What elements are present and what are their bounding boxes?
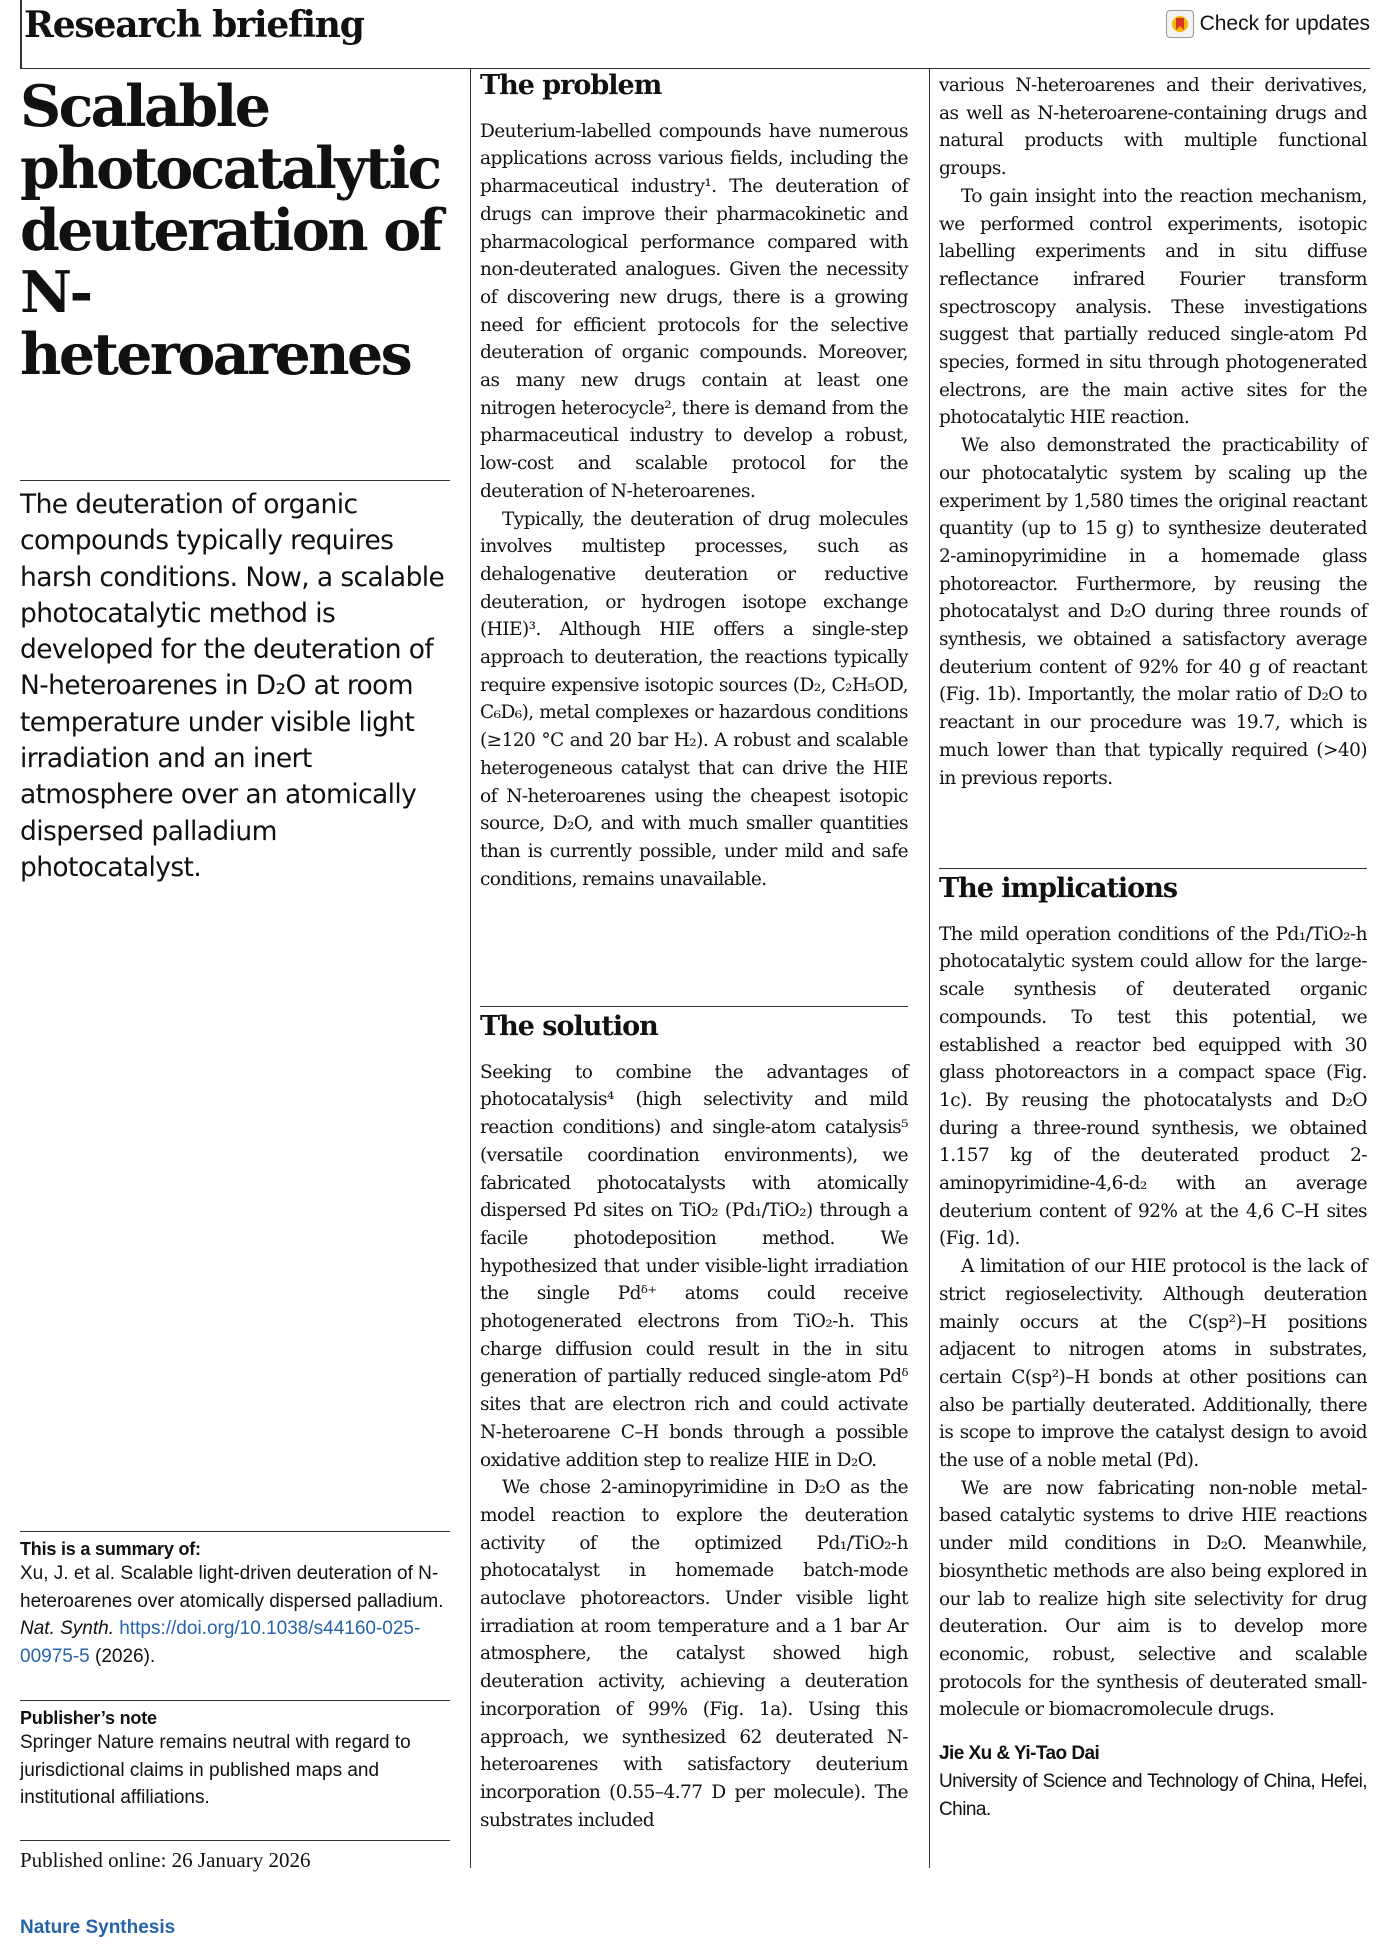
summary-heading: This is a summary of: xyxy=(20,1539,201,1559)
column-divider-2 xyxy=(929,68,930,1868)
updates-icon xyxy=(1166,10,1194,38)
heading-the-problem: The problem xyxy=(480,70,662,101)
col3-paragraph-1: various N-heteroarenes and their derivatives, as well as N-heteroarene-containing drugs and natural products with multiple functional groups. xyxy=(939,75,1367,180)
solution-paragraph-2: We chose 2-aminopyrimidine in D₂O as the model reaction to explore the deuteration activity of the optimized Pd₁/TiO₂-h photocatalyst in homemade batch-mode autoclave photoreactors. Under visible light irradiation at room temperature and a 1 bar Ar atmosphere, the catalyst showed high deuteration activity, achieving a deuteration incorporation of 99% (Fig. 1a). Using this approach, we synthesized 62 deuterated N-heteroarenes with satisfactory deuterium incorporation (0.55–4.77 D per molecule). The substrates included xyxy=(480,1477,908,1831)
solution-rule xyxy=(480,1006,908,1007)
column-divider-1 xyxy=(470,68,471,1868)
byline-authors: Jie Xu & Yi-Tao Dai xyxy=(939,1743,1100,1765)
standfirst-rule xyxy=(20,480,450,481)
publisher-note-rule xyxy=(20,1700,450,1701)
implications-paragraph-1: The mild operation conditions of the Pd₁/TiO₂-h photocatalytic system could allow for the large-scale synthesis of deuterated organic compounds. To test this potential, we established a reactor bed equipped with 30 glass photoreactors in a compact space (Fig. 1c). By reusing the photocatalysts and D₂O during a three-round synthesis, we obtained 1.157 kg of the deuterated product 2-aminopyrimidine-4,6-d₂ with an average deuterium content of 92% at the 4,6 C–H sites (Fig. 1d). xyxy=(939,923,1367,1250)
byline-affiliation: University of Science and Technology of China, Hefei, China. xyxy=(939,1770,1367,1820)
column-3-lower xyxy=(939,875,1367,1824)
column-2 xyxy=(480,72,908,893)
section-label: Research briefing xyxy=(24,4,364,46)
check-for-updates-label: Check for updates xyxy=(1199,12,1370,35)
standfirst: The deuteration of organic compounds typically requires harsh conditions. Now, a scalable photocatalytic method is developed for the deuteration of N-heteroarenes in D₂O at room temperature under visible light irradiation and an inert atmosphere over an atomically dispersed palladium photocatalyst. xyxy=(20,489,445,883)
implications-rule xyxy=(939,868,1367,869)
col3-paragraph-3: We also demonstrated the practicability of our photocatalytic system by scaling up the experiment by 1,580 times the original reactant quantity (up to 15 g) to synthesize deuterated 2-aminopyrimidine in a homemade glass photoreactor. Furthermore, by reusing the photocatalyst and D₂O during three rounds of synthesis, we obtained a satisfactory average deuterium content of 92% for 40 g of reactant (Fig. 1b). Importantly, the molar ratio of D₂O to reactant in our procedure was 19.7, which is much lower than that typically required (>40) in previous reports. xyxy=(939,435,1367,789)
heading-the-solution: The solution xyxy=(480,1011,658,1042)
published-rule xyxy=(20,1840,450,1841)
col3-paragraph-2: To gain insight into the reaction mechanism, we performed control experiments, isotopic labelling experiments and in situ diffuse reflectance infrared Fourier transform spectroscopy analysis. These investigations suggest that partially reduced single-atom Pd species, formed in situ through photogenerated electrons, are the main active sites for the photocatalytic HIE reaction. xyxy=(939,185,1367,429)
published-date: Published online: 26 January 2026 xyxy=(20,1848,311,1872)
summary-citation-text: Xu, J. et al. Scalable light-driven deuteration of N-heteroarenes over atomically dispersed palladium. xyxy=(20,1563,444,1612)
column-3 xyxy=(939,72,1367,792)
problem-paragraph-1: Deuterium-labelled compounds have numerous applications across various fields, including the pharmaceutical industry¹. The deuteration of drugs can improve their pharmacokinetic and pharmacological performance compared with non-deuterated analogues. Given the necessity of discovering new drugs, there is a growing need for efficient protocols for the selective deuteration of organic compounds. Moreover, as many new drugs contain at least one nitrogen heterocycle², there is demand from the pharmaceutical industry to develop a robust, low-cost and scalable protocol for the deuteration of N-heteroarenes. xyxy=(480,120,908,502)
solution-paragraph-1: Seeking to combine the advantages of photocatalysis⁴ (high selectivity and mild reaction conditions) and single-atom catalysis⁵ (versatile coordination environments), we fabricated photocatalysts with atomically dispersed Pd sites on TiO₂ (Pd₁/TiO₂) through a facile photodeposition method. We hypothesized that under visible-light irradiation the single Pdᵟ⁺ atoms could receive photogenerated electrons from TiO₂-h. This charge diffusion could result in the in situ generation of partially reduced single-atom Pdᵟ sites that are electron rich and could activate N-heteroarene C–H bonds through a possible oxidative addition step to realize HIE in D₂O. xyxy=(480,1061,908,1471)
problem-paragraph-2: Typically, the deuteration of drug molecules involves multistep processes, such as dehalogenative deuteration or reductive deuteration, or hydrogen isotope exchange (HIE)³. Although HIE offers a single-step approach to deuteration, the reactions typically require expensive isotopic sources (D₂, C₂H₅OD, C₆D₆), metal complexes or hazardous conditions (≥120 °C and 20 bar H₂). A robust and scalable heterogeneous catalyst that can drive the HIE of N-heteroarenes using the cheapest isotopic source, D₂O, and with much smaller quantities than is currently possible, under mild and safe conditions, remains unavailable. xyxy=(480,508,908,890)
doi-link[interactable]: https://doi.org/10.1038/s44160-025-00975-5 xyxy=(20,1618,421,1667)
journal-name: Nature Synthesis xyxy=(20,1917,176,1938)
publisher-note-heading: Publisher’s note xyxy=(20,1708,157,1728)
summary-box xyxy=(20,1539,450,1670)
article-title: Scalable photocatalytic deuteration of N-heteroarenes xyxy=(20,73,441,388)
heading-the-implications: The implications xyxy=(939,873,1178,904)
summary-journal: Nat. Synth. xyxy=(20,1618,114,1640)
summary-year: (2026). xyxy=(95,1645,156,1667)
summary-rule xyxy=(20,1531,450,1532)
check-for-updates-button[interactable] xyxy=(1166,10,1370,38)
implications-paragraph-2: A limitation of our HIE protocol is the lack of strict regioselectivity. Although deuteration mainly occurs at the C(sp²)–H positions adjacent to nitrogen atoms in substrates, certain C(sp²)–H bonds at other positions can also be partially deuterated. Additionally, there is scope to improve the catalyst design to avoid the use of a noble metal (Pd). xyxy=(939,1256,1367,1472)
publisher-note-text: Springer Nature remains neutral with regard to jurisdictional claims in published maps and institutional affiliations. xyxy=(20,1732,411,1809)
publisher-note xyxy=(20,1708,450,1812)
summary-citation xyxy=(20,1560,450,1670)
column-2-lower xyxy=(480,1013,908,1834)
header-left-rule xyxy=(20,0,22,68)
implications-paragraph-3: We are now fabricating non-noble metal-based catalytic systems to drive HIE reactions under mild conditions in D₂O. Meanwhile, biosynthetic methods are also being explored in our lab to realize high site selectivity for drug deuteration. Our aim is to develop more economic, robust, selective and scalable protocols for the synthesis of deuterated small-molecule or biomacromolecule drugs. xyxy=(939,1477,1367,1721)
